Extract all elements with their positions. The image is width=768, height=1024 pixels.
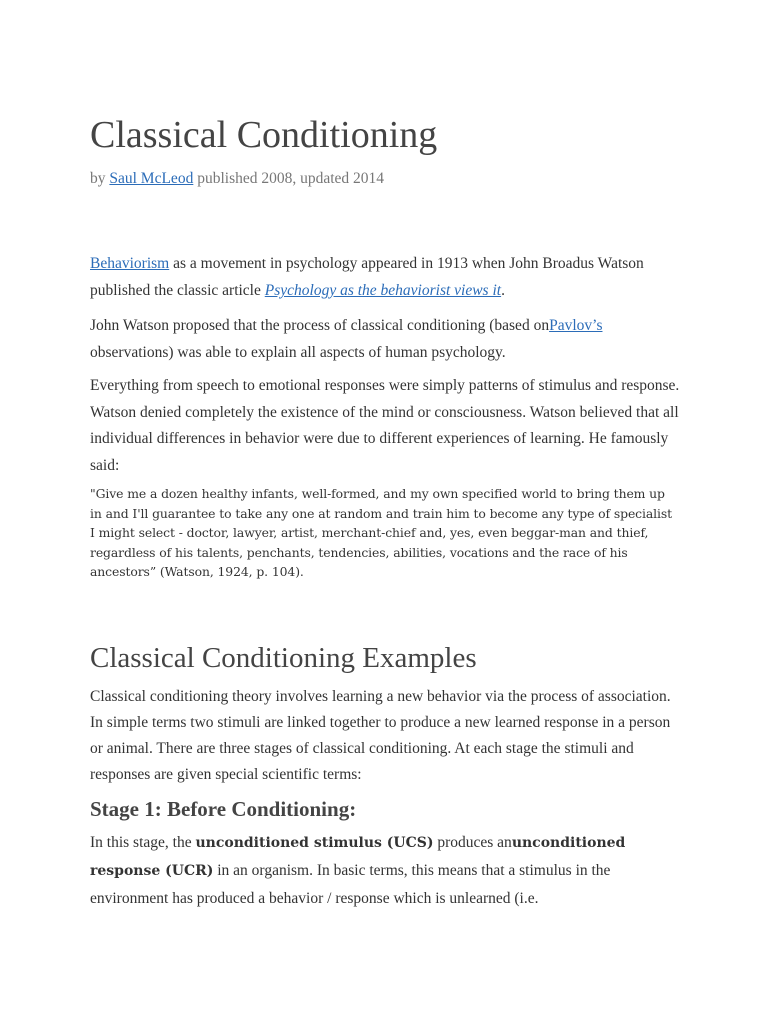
term-ucs: unconditioned stimulus (UCS) xyxy=(195,835,434,851)
author-link[interactable]: Saul McLeod xyxy=(109,170,194,187)
paragraph-stage-1 xyxy=(90,829,680,912)
page-title: Classical Conditioning xyxy=(90,114,438,156)
byline xyxy=(90,168,384,190)
paragraph-text: produces an xyxy=(433,834,512,851)
watson-quote: "Give me a dozen healthy infants, well-formed, and my own specified world to bring them up in and I'll guarantee to take any one at random and train him to become any type of specialist I might select - doctor, lawyer, artist, merchant-chief and, yes, even beggar-man and thief, regardless of his talents, penchants, tendencies, abilities, vocations and the race of his ancestors” (Watson, 1924, p. 104). xyxy=(90,486,673,579)
pavlov-link[interactable]: Pavlov’s xyxy=(549,317,603,334)
byline-prefix: by xyxy=(90,170,110,187)
paragraph-behaviorism xyxy=(90,250,680,304)
stage-1-heading: Stage 1: Before Conditioning: xyxy=(90,797,357,821)
article-link[interactable]: Psychology as the behaviorist views it xyxy=(264,282,502,299)
paragraph-stimulus-response: Everything from speech to emotional responses were simply patterns of stimulus and response. Watson denied completely the existence of the mind or consciousness. Watson believed that all individual differences in behavior were due to different experiences of learning. He famously said: xyxy=(90,377,680,474)
term-ucr: unconditioned response (UCR) xyxy=(90,835,626,879)
section-heading: Classical Conditioning Examples xyxy=(90,642,477,674)
paragraph-watson xyxy=(90,312,680,366)
paragraph-text: . xyxy=(501,282,505,299)
paragraph-text: observations) was able to explain all aspects of human psychology. xyxy=(90,344,506,361)
paragraph-examples: Classical conditioning theory involves learning a new behavior via the process of association. In simple terms two stimuli are linked together to produce a new learned response in a person or animal. There are three stages of classical conditioning. At each stage the stimuli and responses are given special scientific terms: xyxy=(90,688,671,783)
behaviorism-link[interactable]: Behaviorism xyxy=(90,255,170,272)
paragraph-text: In this stage, the xyxy=(90,834,196,851)
paragraph-text: in an organism. In basic terms, this means that a stimulus in the environment has produced a behavior / response which is unlearned (i.e. xyxy=(90,862,611,907)
paragraph-text: as a movement in psychology appeared in 1913 when John Broadus Watson published the classic article xyxy=(90,255,644,299)
byline-date: published 2008, updated 2014 xyxy=(193,170,385,187)
paragraph-text: John Watson proposed that the process of classical conditioning (based on xyxy=(90,317,550,334)
